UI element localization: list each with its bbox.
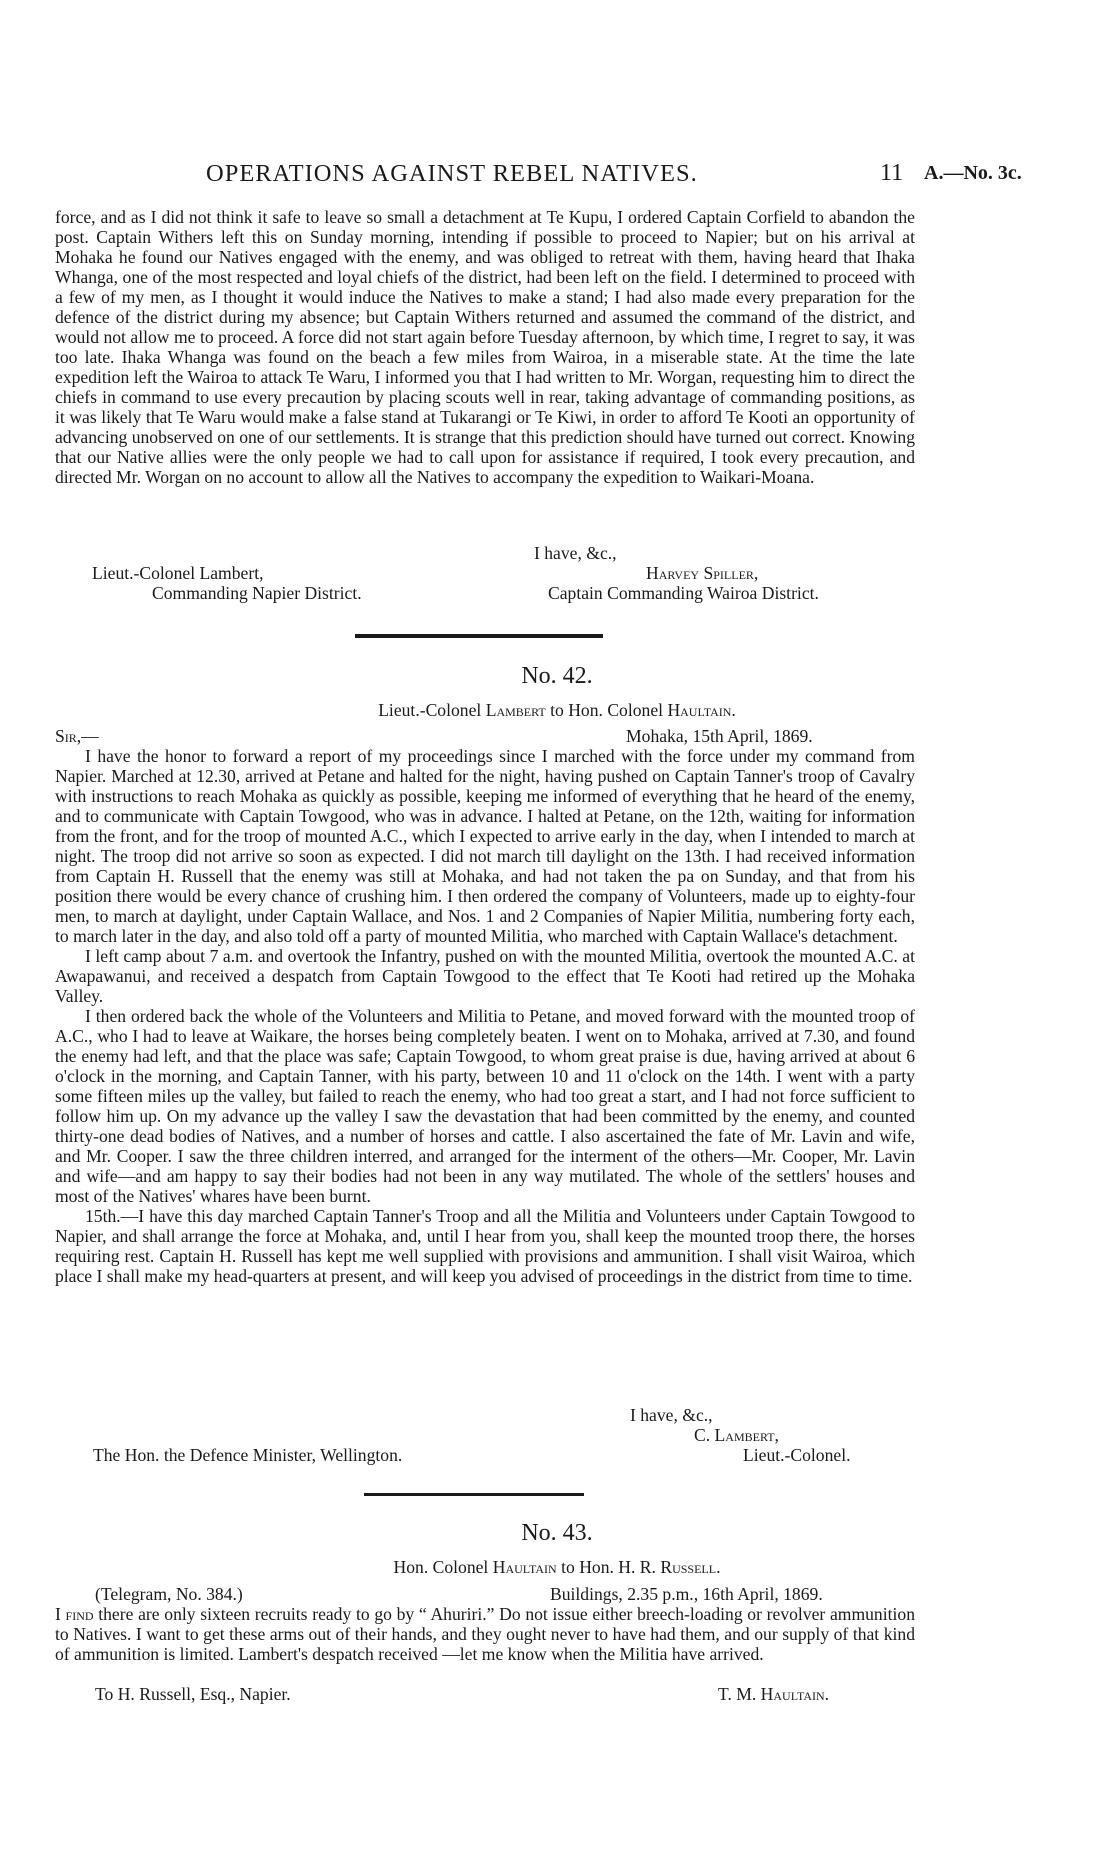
letter-43-addressee: To H. Russell, Esq., Napier. — [95, 1684, 291, 1704]
section-divider — [355, 634, 603, 638]
letter-43-body-text: there are only sixteen recruits ready to go by “ Ahuriri.” Do not issue either breech-loading or revolver ammunition to Natives. I want to get these arms out of their hands, and they ought never to have had them, and our supply of that kind of ammunition is limited. Lambert's despatch received —let me know when the Militia have arrived. — [55, 1604, 915, 1664]
letter-43-connector: to Hon. H. R. — [561, 1557, 656, 1577]
letter-41-continuation — [55, 207, 915, 487]
letter-41-body: force, and as I did not think it safe to leave so small a detachment at Te Kupu, I ordered Captain Corfield to abandon the post. Captain Withers left this on Sunday morning, intending if possible to proceed to Napier; but on his arrival at Mohaka he found our Natives engaged with the enemy, and was obliged to retreat with them, having heard that Ihaka Whanga, one of the most respected and loyal chiefs of the district, had been left on the field. I determined to proceed with a few of my men, as I thought it would induce the Natives to make a stand; I had also made every preparation for the defence of the district during my absence; but Captain Withers returned and assumed the command of the district, and would not allow me to proceed. A force did not start again before Tuesday afternoon, by which time, I regret to say, it was too late. Ihaka Whanga was found on the beach a few miles from Wairoa, in a miserable state. At the time the late expedition left the Wairoa to attack Te Waru, I informed you that I had written to Mr. Worgan, requesting him to direct the chiefs in command to use every precaution by placing scouts well in rear, taking advantage of commanding positions, as it was likely that Te Waru would make a false stand at Tukarangi or Te Kiwi, in order to afford Te Kooti an opportunity of advancing unobserved on one of our settlements. It is strange that this prediction should have turned out correct. Knowing that our Native allies were the only people we had to call upon for assistance if required, I took every precaution, and directed Mr. Worgan on no account to allow all the Natives to accompany the expedition to Waikari-Moana. — [55, 207, 915, 487]
page-header — [0, 160, 1114, 200]
letter-43-signatory: T. M. Haultain. — [718, 1684, 830, 1704]
letter-42-number: No. 42. — [521, 663, 593, 689]
page-number: 11 — [880, 160, 904, 186]
letter-43-body — [55, 1604, 915, 1664]
letter-41-addressee-title: Commanding Napier District. — [152, 583, 362, 603]
letter-43-from-rank: Hon. Colonel — [393, 1557, 489, 1577]
letter-42-from-to — [0, 700, 1114, 721]
letter-42-closing: I have, &c., — [630, 1405, 713, 1425]
letter-42-to-name: Haultain. — [667, 700, 736, 720]
letter-42-paragraph: I left camp about 7 a.m. and overtook the Infantry, pushed on with the mounted Militia, overtook the mounted A.C. at Awapawanui, and received a despatch from Captain Towgood to the effect that Te Kooti had retired up the Mohaka Valley. — [55, 946, 915, 1006]
letter-43-from-to — [0, 1557, 1114, 1578]
letter-42-from-rank: Lieut.-Colonel — [378, 700, 482, 720]
section-divider — [364, 1493, 584, 1496]
letter-42-salutation: Sir,— — [55, 726, 99, 746]
letter-42-connector: to Hon. Colonel — [550, 700, 664, 720]
letter-42-paragraph: I then ordered back the whole of the Volunteers and Militia to Petane, and moved forward with the mounted troop of A.C., who I had to leave at Waikare, the horses being completely beaten. I went on to Mohaka, arrived at 7.30, and found the enemy had left, and that the place was safe; Captain Towgood, to whom great praise is due, having arrived at about 6 o'clock in the morning, and Captain Tanner, with his party, between 10 and 11 o'clock on the 14th. I went with a party some fifteen miles up the valley, but failed to reach the enemy, who had too great a start, and I had not force sufficient to follow him up. On my advance up the valley I saw the devastation that had been committed by the enemy, and counted thirty-one dead bodies of Natives, and a number of horses and cattle. I also ascertained the fate of Mr. Lavin and wife, and Mr. Cooper. I saw the three children interred, and arranged for the interment of the others—Mr. Cooper, Mr. Lavin and wife—and am happy to say their bodies had not been in any way mutilated. The whole of the settlers' houses and most of the Natives' whares have been burnt. — [55, 1006, 915, 1206]
letter-42-signatory-title: Lieut.-Colonel. — [743, 1445, 851, 1465]
letter-43-number: No. 43. — [521, 1520, 593, 1546]
document-reference: A.—No. 3c. — [924, 162, 1022, 184]
letter-43-telegram: (Telegram, No. 384.) — [95, 1584, 243, 1604]
letter-42-paragraph: 15th.—I have this day marched Captain Tanner's Troop and all the Militia and Volunteers under Captain Towgood to Napier, and shall arrange the force at Mohaka, and, until I hear from you, shall keep the mounted troop there, the horses requiring rest. Captain H. Russell has kept me well supplied with provisions and ammunition. I shall visit Wairoa, which place I shall make my head-quarters at present, and will keep you advised of proceedings in the district from time to time. — [55, 1206, 915, 1286]
letter-41-signatory-title: Captain Commanding Wairoa District. — [548, 583, 819, 603]
letter-43-from-name: Haultain — [492, 1557, 557, 1577]
letter-43-text — [55, 1604, 915, 1664]
letter-43-place-time: Buildings, 2.35 p.m., 16th April, 1869. — [550, 1584, 823, 1604]
letter-41-addressee-name: Lieut.-Colonel Lambert, — [92, 563, 264, 583]
letter-42-paragraph: I have the honor to forward a report of my proceedings since I marched with the force under my command from Napier. Marched at 12.30, arrived at Petane and halted for the night, having pushed on Captain Tanner's troop of Cavalry with instructions to reach Mohaka as quickly as possible, keeping me informed of everything that he heard of the enemy, and to communicate with Captain Towgood, who was in advance. I halted at Petane, on the 12th, waiting for information from the front, and for the troop of mounted A.C., which I expected to arrive early in the day, when I intended to march at night. The troop did not arrive so soon as expected. I did not march till daylight on the 13th. I had received information from Captain H. Russell that the enemy was still at Mohaka, and had not taken the pa on Sunday, and that from his position there would be every chance of crushing him. I then ordered the company of Volunteers, made up to eighty-four men, to march at daylight, under Captain Wallace, and Nos. 1 and 2 Companies of Napier Militia, numbering forty each, to march later in the day, and also told off a party of mounted Militia, who marched with Captain Wallace's detachment. — [55, 746, 915, 946]
letter-42-body — [55, 746, 915, 1286]
letter-42-addressee: The Hon. the Defence Minister, Wellington. — [93, 1445, 403, 1465]
running-title: OPERATIONS AGAINST REBEL NATIVES. — [206, 160, 698, 187]
letter-42-place-date: Mohaka, 15th April, 1869. — [626, 726, 813, 746]
letter-41-closing: I have, &c., — [534, 543, 617, 563]
letter-42-from-name: Lambert — [485, 700, 546, 720]
letter-41-signatory: Harvey Spiller, — [646, 563, 759, 583]
letter-43-to-name: Russell. — [660, 1557, 721, 1577]
letter-43-first-word: I find — [55, 1604, 94, 1624]
letter-42-signatory: C. Lambert, — [694, 1425, 779, 1445]
